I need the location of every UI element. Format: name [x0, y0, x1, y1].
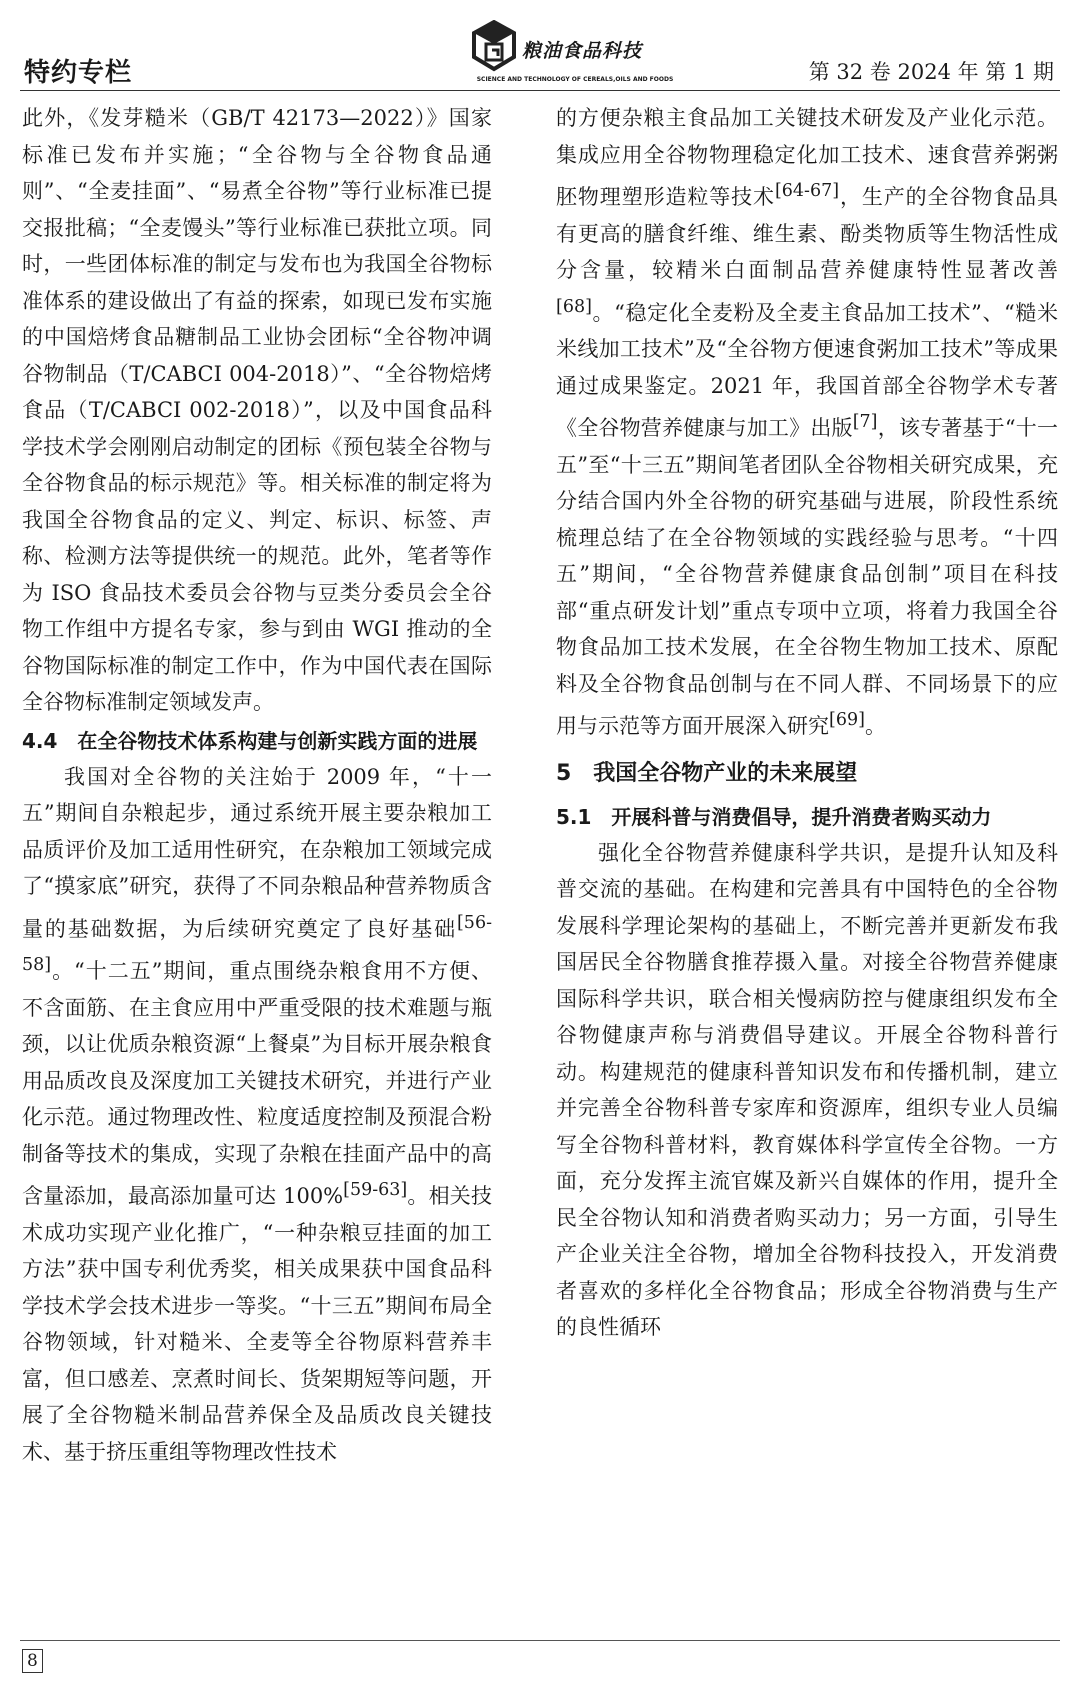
citation-7: [7]	[852, 412, 878, 432]
left-column	[22, 100, 492, 1470]
issue-info: 第 32 卷 2024 年 第 1 期	[808, 60, 1054, 84]
journal-logo	[470, 20, 674, 83]
text-segment: ，生产的全谷物食品具有更高的膳食纤维、维生素、酚类物质等生物活性成分含量，较精米白面制品营养健康特性显著改善	[556, 185, 1059, 282]
text-segment: 。“十二五”期间，重点围绕杂粮食用不方便、不含面筋、在主食应用中严重受限的技术难题与瓶颈，以让优质杂粮资源“上餐桌”为目标开展杂粮食用品质改良及深度加工关键技术研究，并进行产业化示范。通过物理改性、粒度适度控制及预混合粉制备等技术的集成，实现了杂粮在挂面产品中的高含量添加，最高添加量可达 100%	[22, 959, 492, 1208]
citation-69: [69]	[829, 710, 865, 730]
citation-56-58: [56-58]	[22, 912, 492, 975]
text-segment: 的方便杂粮主食品加工关键技术研发及产业化示范。集成应用全谷物物理稳定化加工技术、速食营养粥粥胚物理塑形造粒等技术	[556, 106, 1058, 209]
text-segment: ，该专著基于“十一五”至“十三五”期间笔者团队全谷物相关研究成果，充分结合国内外全谷物的研究基础与进展，阶段性系统梳理总结了在全谷物领域的实践经验与思考。“十四五”期间，“全谷物营养健康食品创制”项目在科技部“重点研发计划”重点专项中立项，将着力我国全谷物食品加工技术发展，在全谷物生物加工技术、原配料及全谷物食品创制与在不同人群、不同场景下的应用与示范等方面开展深入研究	[556, 416, 1058, 738]
page-number: 8	[22, 1649, 43, 1673]
right-column	[556, 100, 1058, 1346]
text-segment: 。相关技术成功实现产业化推广，“一种杂粮豆挂面的加工方法”获中国专利优秀奖，相关成果获中国食品科学技术学会技术进步一等奖。“十三五”期间布局全谷物领域，针对糙米、全麦等全谷物原料营养丰富，但口感差、烹煮时间长、货架期短等问题，开展了全谷物糙米制品营养保全及品质改良关键技术、基于挤压重组等物理改性技术	[22, 1184, 492, 1464]
heading-4-4: 4.4 在全谷物技术体系构建与创新实践方面的进展	[22, 728, 478, 753]
page-header	[0, 0, 1080, 95]
journal-name-en: SCIENCE AND TECHNOLOGY OF CEREALS,OILS AND FOODS	[476, 76, 674, 83]
text-segment: 我国对全谷物的关注始于 2009 年，“十一五”期间自杂粮起步，通过系统开展主要杂粮加工品质评价及加工适用性研究，在杂粮加工领域完成了“摸家底”研究，获得了不同杂粮品种营养物质含量的基础数据，为后续研究奠定了良好基础	[22, 764, 492, 941]
footer-divider	[20, 1640, 1060, 1641]
citation-64-67: [64-67]	[774, 181, 840, 201]
section-label: 特约专栏	[24, 58, 133, 88]
text-segment: 。	[864, 714, 886, 738]
paragraph-continued	[556, 100, 1058, 745]
journal-name: 粮油食品科技	[522, 40, 643, 62]
citation-68: [68]	[556, 296, 592, 317]
header-divider	[20, 90, 1060, 91]
paragraph-standards: 此外，《发芽糙米（GB/T 42173—2022）》国家标准已发布并实施；“全谷物与全谷物食品通则”、“全麦挂面”、“易煮全谷物”等行业标准已提交报批稿；“全麦馒头”等行业标准已获批立项。同时，一些团体标准的制定与发布也为我国全谷物标准体系的建设做出了有益的探索，如现已发布实施的中国焙烤食品糖制品工业协会团标“全谷物冲调谷物制品（T/CABCI 004-2018）”、“全谷物焙烤食品（T/CABCI 002-2018）”，以及中国食品科学技术学会刚刚启动制定的团标《预包装全谷物与全谷物食品的标示规范》等。相关标准的制定将为我国全谷物食品的定义、判定、标识、标签、声称、检测方法等提供统一的规范。此外，笔者等作为 ISO 食品技术委员会谷物与豆类分委员会全谷物工作组中方提名专家，参与到由 WGI 推动的全谷物国际标准的制定工作中，作为中国代表在国际全谷物标准制定领域发声。	[22, 106, 492, 714]
heading-5-1: 5.1 开展科普与消费倡导，提升消费者购买动力	[556, 804, 992, 829]
heading-5: 5 我国全谷物产业的未来展望	[556, 760, 858, 786]
text-segment: 。“稳定化全麦粉及全麦主食品加工技术”、“糙米米线加工技术”及“全谷物方便速食粥加工技术”等成果通过成果鉴定。2021 年，我国首部全谷物学术专著《全谷物营养健康与加工》出版	[556, 300, 1058, 440]
paragraph-outreach: 强化全谷物营养健康科学共识，是提升认知及科普交流的基础。在构建和完善具有中国特色的全谷物发展科学理论架构的基础上，不断完善并更新发布我国居民全谷物膳食推荐摄入量。对接全谷物营养健康国际科学共识，联合相关慢病防控与健康组织发布全谷物健康声称与消费倡导建议。开展全谷物科普行动。构建规范的健康科普知识发布和传播机制，建立并完善全谷物科普专家库和资源库，组织专业人员编写全谷物科普材料，教育媒体科学宣传全谷物。一方面，充分发挥主流官媒及新兴自媒体的作用，提升全民全谷物认知和消费者购买动力；另一方面，引导生产企业关注全谷物，增加全谷物科技投入，开发消费者喜欢的多样化全谷物食品；形成全谷物消费与生产的良性循环	[556, 840, 1058, 1339]
citation-59-63: [59-63]	[343, 1180, 408, 1200]
paragraph-tech-progress	[22, 759, 492, 1471]
cube-logo-icon	[470, 20, 518, 72]
